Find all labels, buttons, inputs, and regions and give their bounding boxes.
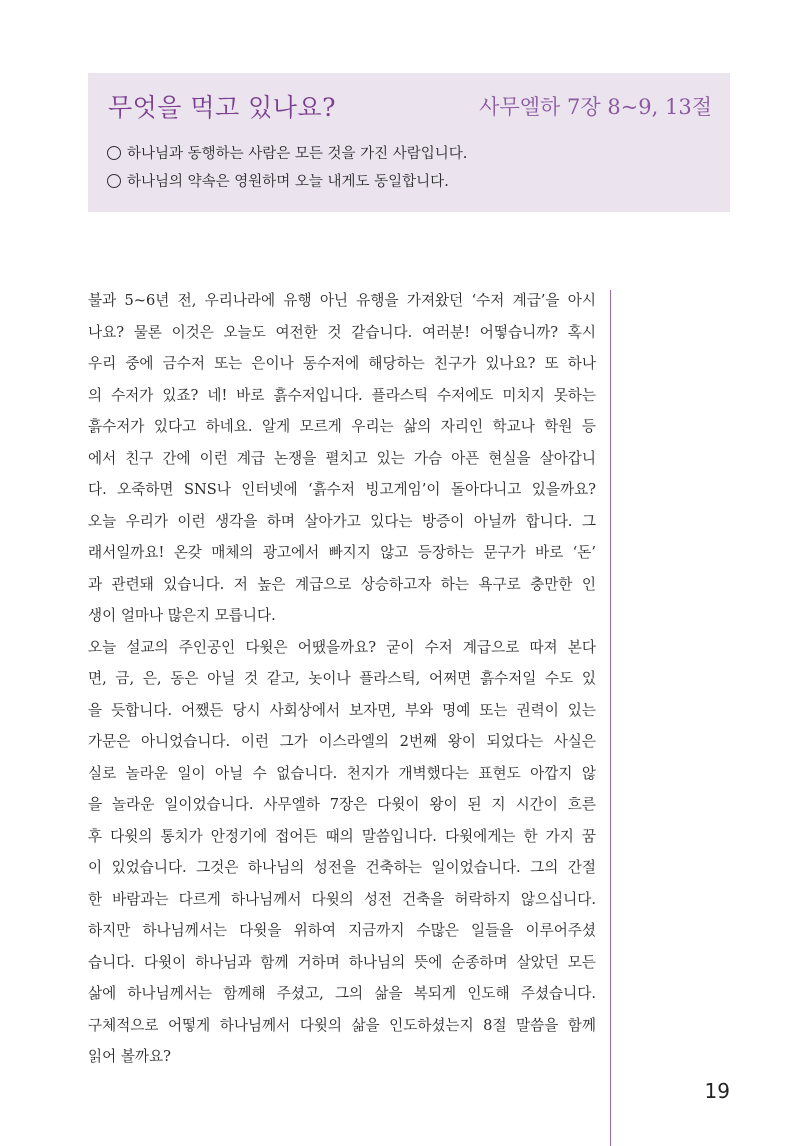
body-line: 실로 놀라운 일이 아닐 수 없습니다. 천지가 개벽했다는 표현도 아깝지 않 — [88, 764, 596, 782]
circle-bullet-icon — [107, 174, 121, 188]
body-line: 하지만 하나님께서는 다윗을 위하여 지금까지 수많은 일들을 이루어주셨 — [88, 922, 596, 939]
body-line: 면, 금, 은, 동은 아닐 것 같고, 놋이나 플라스틱, 어쩌면 흙수저일 수도 있 — [88, 670, 596, 687]
body-line: 가문은 아니었습니다. 이런 그가 이스라엘의 2번째 왕이 되었다는 사실은 — [88, 733, 596, 750]
key-point-text: 하나님의 약속은 영원하며 오늘 내게도 동일합니다. — [127, 174, 449, 190]
body-line: 이 있었습니다. 그것은 하나님의 성전을 건축하는 일이었습니다. 그의 간절 — [88, 859, 596, 876]
body-line: 읽어 볼까요? — [88, 1048, 171, 1065]
sermon-title: 무엇을 먹고 있나요? — [108, 93, 336, 122]
body-line: 습니다. 다윗이 하나님과 함께 거하며 하나님의 뜻에 순종하며 살았던 모든 — [88, 953, 596, 971]
body-line: 삶에 하나님께서는 함께해 주셨고, 그의 삶을 복되게 인도해 주셨습니다. — [88, 985, 596, 1002]
scripture-reference: 사무엘하 7장 8~9, 13절 — [479, 95, 712, 119]
body-line: 에서 친구 간에 이런 계급 논쟁을 펼치고 있는 가슴 아픈 현실을 살아갑니 — [88, 449, 596, 467]
circle-bullet-icon — [107, 146, 121, 160]
body-line: 구체적으로 어떻게 하나님께서 다윗의 삶을 인도하셨는지 8절 말씀을 함께 — [88, 1016, 596, 1034]
body-line: 한 바람과는 다르게 하나님께서 다윗의 성전 건축을 허락하지 않으십니다. — [88, 890, 596, 908]
body-line: 다. 오죽하면 SNS나 인터넷에 ‘흙수저 빙고게임’이 돌아다니고 있을까요? — [88, 481, 596, 498]
body-line: 후 다윗의 통치가 안정기에 접어든 때의 말씀입니다. 다윗에게는 한 가지 꿈 — [88, 827, 596, 845]
body-line: 흙수저가 있다고 하네요. 알게 모르게 우리는 삶의 자리인 학교나 학원 등 — [88, 418, 596, 435]
body-line: 의 수저가 있죠? 네! 바로 흙수저입니다. 플라스틱 수저에도 미치지 못하는 — [88, 386, 596, 404]
body-line: 오늘 설교의 주인공인 다윗은 어땠을까요? 굳이 수저 계급으로 따져 본다 — [88, 638, 596, 656]
margin-rule — [610, 290, 611, 1146]
body-line: 을 놀라운 일이었습니다. 사무엘하 7장은 다윗이 왕이 된 지 시간이 흐른 — [88, 796, 596, 813]
body-line: 과 관련돼 있습니다. 저 높은 계급으로 상승하고자 하는 욕구로 충만한 인 — [88, 575, 596, 593]
key-point-2 — [107, 170, 449, 191]
body-line: 을 듯합니다. 어쨌든 당시 사회상에서 보자면, 부와 명예 또는 권력이 있는 — [88, 701, 596, 719]
key-point-1 — [107, 142, 467, 163]
page-number: 19 — [704, 1079, 730, 1103]
body-line: 나요? 물론 이것은 오늘도 여전한 것 같습니다. 여러분! 어떻습니까? 혹시 — [88, 323, 596, 341]
key-point-text: 하나님과 동행하는 사람은 모든 것을 가진 사람입니다. — [127, 146, 468, 162]
body-line: 생이 얼마나 많은지 모릅니다. — [88, 607, 276, 624]
body-line: 우리 중에 금수저 또는 은이나 동수저에 해당하는 친구가 있나요? 또 하나 — [88, 355, 596, 372]
body-line: 오늘 우리가 이런 생각을 하며 살아가고 있다는 방증이 아닐까 합니다. 그 — [88, 512, 596, 530]
body-text — [88, 285, 596, 1073]
body-line: 래서일까요! 온갖 매체의 광고에서 빠지지 않고 등장하는 문구가 바로 ‘돈’ — [88, 544, 596, 561]
body-line: 불과 5~6년 전, 우리나라에 유행 아닌 유행을 가져왔던 ‘수저 계급’을 아시 — [88, 292, 596, 309]
